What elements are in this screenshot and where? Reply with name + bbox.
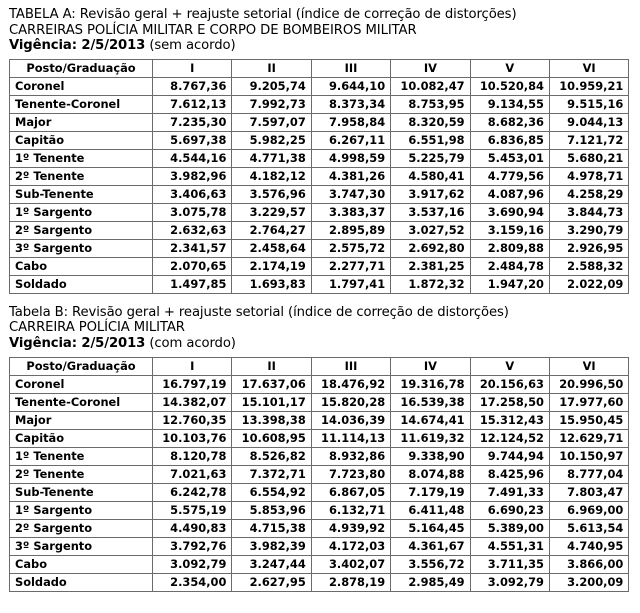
table-row: [10, 393, 629, 411]
salary-cell: 1.497,85: [153, 275, 232, 293]
salary-cell: 2.341,57: [153, 239, 232, 257]
table-b-col-header-vi: VI: [549, 357, 628, 375]
salary-cell: 17.258,50: [470, 393, 549, 411]
salary-cell: 12.629,71: [549, 429, 628, 447]
salary-cell: 12.760,35: [153, 411, 232, 429]
salary-cell: 8.425,96: [470, 465, 549, 483]
rank-cell: 2º Sargento: [10, 519, 153, 537]
salary-cell: 19.316,78: [391, 375, 470, 393]
table-b-col-header-rank: Posto/Graduação: [10, 357, 153, 375]
salary-cell: 6.969,00: [549, 501, 628, 519]
salary-cell: 15.101,17: [232, 393, 311, 411]
table-a-col-header-vi: VI: [549, 59, 628, 77]
table-row: [10, 149, 629, 167]
salary-cell: 2.878,19: [311, 573, 390, 591]
table-row: [10, 239, 629, 257]
salary-cell: 6.551,98: [391, 131, 470, 149]
salary-cell: 2.458,64: [232, 239, 311, 257]
salary-cell: 7.958,84: [311, 113, 390, 131]
salary-cell: 2.985,49: [391, 573, 470, 591]
salary-cell: 17.977,60: [549, 393, 628, 411]
salary-cell: 1.947,20: [470, 275, 549, 293]
rank-cell: 1º Tenente: [10, 149, 153, 167]
table-b-col-header-v: V: [470, 357, 549, 375]
table-row: [10, 167, 629, 185]
salary-cell: 8.932,86: [311, 447, 390, 465]
rank-cell: Coronel: [10, 77, 153, 95]
rank-cell: Capitão: [10, 429, 153, 447]
salary-cell: 8.777,04: [549, 465, 628, 483]
salary-cell: 7.372,71: [232, 465, 311, 483]
salary-cell: 3.537,16: [391, 203, 470, 221]
salary-cell: 4.998,59: [311, 149, 390, 167]
rank-cell: 3º Sargento: [10, 537, 153, 555]
salary-cell: 9.134,55: [470, 95, 549, 113]
table-row: [10, 77, 629, 95]
table-row: [10, 275, 629, 293]
salary-cell: 1.797,41: [311, 275, 390, 293]
salary-cell: 7.121,72: [549, 131, 628, 149]
salary-cell: 7.597,07: [232, 113, 311, 131]
salary-cell: 1.693,83: [232, 275, 311, 293]
salary-cell: 10.082,47: [391, 77, 470, 95]
table-row: [10, 573, 629, 591]
salary-cell: 2.381,25: [391, 257, 470, 275]
table-b-body: [10, 375, 629, 591]
salary-cell: 6.554,92: [232, 483, 311, 501]
salary-cell: 6.411,48: [391, 501, 470, 519]
salary-cell: 14.382,07: [153, 393, 232, 411]
table-a-block: [0, 0, 640, 294]
salary-cell: 3.747,30: [311, 185, 390, 203]
salary-cell: 3.027,52: [391, 221, 470, 239]
table-row: [10, 411, 629, 429]
salary-cell: 4.978,71: [549, 167, 628, 185]
salary-cell: 3.792,76: [153, 537, 232, 555]
salary-cell: 9.515,16: [549, 95, 628, 113]
table-row: [10, 375, 629, 393]
salary-cell: 5.613,54: [549, 519, 628, 537]
salary-cell: 8.753,95: [391, 95, 470, 113]
table-a-col-header-rank: Posto/Graduação: [10, 59, 153, 77]
salary-cell: 6.836,85: [470, 131, 549, 149]
salary-cell: 11.619,32: [391, 429, 470, 447]
table-b-title-line-1: Tabela B: Revisão geral + reajuste setorial (índice de correção de distorções): [9, 304, 509, 320]
salary-cell: 16.539,38: [391, 393, 470, 411]
salary-cell: 15.820,28: [311, 393, 390, 411]
salary-cell: 2.575,72: [311, 239, 390, 257]
salary-cell: 2.926,95: [549, 239, 628, 257]
salary-cell: 20.156,63: [470, 375, 549, 393]
rank-cell: Tenente-Coronel: [10, 393, 153, 411]
table-a-col-header-i: I: [153, 59, 232, 77]
table-a-validity-line: [9, 38, 640, 54]
salary-cell: 5.453,01: [470, 149, 549, 167]
table-row: [10, 483, 629, 501]
rank-cell: Cabo: [10, 555, 153, 573]
salary-cell: 2.692,80: [391, 239, 470, 257]
salary-cell: 7.803,47: [549, 483, 628, 501]
salary-cell: 3.159,16: [470, 221, 549, 239]
rank-cell: Coronel: [10, 375, 153, 393]
salary-cell: 5.575,19: [153, 501, 232, 519]
salary-cell: 8.320,59: [391, 113, 470, 131]
rank-cell: 2º Sargento: [10, 221, 153, 239]
rank-cell: Tenente-Coronel: [10, 95, 153, 113]
salary-cell: 4.779,56: [470, 167, 549, 185]
salary-cell: 4.715,38: [232, 519, 311, 537]
salary-cell: 2.632,63: [153, 221, 232, 239]
table-b-col-header-iii: III: [311, 357, 390, 375]
table-b-title-line-2: CARREIRA POLÍCIA MILITAR: [9, 320, 185, 336]
salary-cell: 8.682,36: [470, 113, 549, 131]
table-row: [10, 465, 629, 483]
table-b-block: [0, 297, 640, 592]
salary-cell: 9.205,74: [232, 77, 311, 95]
salary-cell: 4.580,41: [391, 167, 470, 185]
salary-cell: 4.551,31: [470, 537, 549, 555]
salary-cell: 3.982,96: [153, 167, 232, 185]
salary-cell: 4.939,92: [311, 519, 390, 537]
salary-cell: 7.491,33: [470, 483, 549, 501]
rank-cell: Sub-Tenente: [10, 483, 153, 501]
table-row: [10, 95, 629, 113]
rank-cell: Sub-Tenente: [10, 185, 153, 203]
salary-cell: 3.402,07: [311, 555, 390, 573]
table-a-title-line-2: CARREIRAS POLÍCIA MILITAR E CORPO DE BOMBEIROS MILITAR: [9, 22, 417, 38]
salary-cell: 3.229,57: [232, 203, 311, 221]
salary-cell: 6.267,11: [311, 131, 390, 149]
salary-cell: 18.476,92: [311, 375, 390, 393]
salary-cell: 2.627,95: [232, 573, 311, 591]
table-b-validity-note: (com acordo): [145, 335, 236, 351]
table-a-validity-bold: Vigência: 2/5/2013: [9, 38, 146, 54]
table-a-col-header-iv: IV: [391, 59, 470, 77]
salary-cell: 5.389,00: [470, 519, 549, 537]
salary-cell: 15.312,43: [470, 411, 549, 429]
salary-cell: 8.767,36: [153, 77, 232, 95]
salary-cell: 4.172,03: [311, 537, 390, 555]
salary-cell: 4.361,67: [391, 537, 470, 555]
salary-cell: 14.674,41: [391, 411, 470, 429]
table-a-title-line-1: TABELA A: Revisão geral + reajuste setorial (índice de correção de distorções): [9, 7, 517, 22]
rank-cell: Major: [10, 411, 153, 429]
salary-cell: 4.087,96: [470, 185, 549, 203]
salary-cell: 2.277,71: [311, 257, 390, 275]
salary-cell: 3.866,00: [549, 555, 628, 573]
table-a: [9, 59, 629, 294]
salary-cell: 2.809,88: [470, 239, 549, 257]
salary-cell: 3.383,37: [311, 203, 390, 221]
salary-cell: 17.637,06: [232, 375, 311, 393]
table-a-col-header-v: V: [470, 59, 549, 77]
salary-cell: 1.872,32: [391, 275, 470, 293]
salary-cell: 9.744,94: [470, 447, 549, 465]
salary-cell: 6.867,05: [311, 483, 390, 501]
table-row: [10, 221, 629, 239]
rank-cell: Major: [10, 113, 153, 131]
salary-cell: 3.200,09: [549, 573, 628, 591]
salary-cell: 7.612,13: [153, 95, 232, 113]
salary-cell: 10.959,21: [549, 77, 628, 95]
table-b-validity-bold: Vigência: 2/5/2013: [9, 335, 146, 351]
salary-cell: 2.022,09: [549, 275, 628, 293]
salary-cell: 3.982,39: [232, 537, 311, 555]
salary-cell: 3.711,35: [470, 555, 549, 573]
salary-cell: 6.242,78: [153, 483, 232, 501]
salary-cell: 11.114,13: [311, 429, 390, 447]
salary-cell: 4.381,26: [311, 167, 390, 185]
salary-cell: 3.917,62: [391, 185, 470, 203]
salary-cell: 4.490,83: [153, 519, 232, 537]
table-b-header-row: [10, 357, 629, 375]
table-row: [10, 519, 629, 537]
salary-cell: 6.690,23: [470, 501, 549, 519]
rank-cell: 1º Sargento: [10, 501, 153, 519]
salary-cell: 7.021,63: [153, 465, 232, 483]
salary-cell: 6.132,71: [311, 501, 390, 519]
salary-cell: 3.092,79: [470, 573, 549, 591]
table-a-header-row: [10, 59, 629, 77]
salary-cell: 8.120,78: [153, 447, 232, 465]
salary-cell: 13.398,38: [232, 411, 311, 429]
table-row: [10, 203, 629, 221]
salary-cell: 15.950,45: [549, 411, 628, 429]
table-row: [10, 501, 629, 519]
salary-cell: 5.680,21: [549, 149, 628, 167]
table-a-body: [10, 77, 629, 293]
salary-cell: 9.644,10: [311, 77, 390, 95]
table-b: [9, 357, 629, 592]
salary-cell: 4.544,16: [153, 149, 232, 167]
salary-cell: 16.797,19: [153, 375, 232, 393]
rank-cell: 3º Sargento: [10, 239, 153, 257]
rank-cell: Soldado: [10, 275, 153, 293]
rank-cell: 1º Tenente: [10, 447, 153, 465]
salary-cell: 8.526,82: [232, 447, 311, 465]
salary-cell: 10.103,76: [153, 429, 232, 447]
table-row: [10, 257, 629, 275]
salary-cell: 2.174,19: [232, 257, 311, 275]
salary-cell: 2.070,65: [153, 257, 232, 275]
table-row: [10, 447, 629, 465]
table-a-col-header-iii: III: [311, 59, 390, 77]
table-row: [10, 555, 629, 573]
salary-cell: 5.853,96: [232, 501, 311, 519]
salary-cell: 7.723,80: [311, 465, 390, 483]
salary-cell: 4.771,38: [232, 149, 311, 167]
salary-cell: 8.074,88: [391, 465, 470, 483]
salary-cell: 7.179,19: [391, 483, 470, 501]
table-a-header: [10, 59, 629, 77]
salary-cell: 2.588,32: [549, 257, 628, 275]
table-row: [10, 537, 629, 555]
table-a-col-header-ii: II: [232, 59, 311, 77]
table-b-validity-line: [9, 336, 640, 352]
rank-cell: Soldado: [10, 573, 153, 591]
rank-cell: Capitão: [10, 131, 153, 149]
salary-cell: 10.520,84: [470, 77, 549, 95]
salary-cell: 4.182,12: [232, 167, 311, 185]
table-row: [10, 113, 629, 131]
salary-cell: 5.225,79: [391, 149, 470, 167]
salary-cell: 5.697,38: [153, 131, 232, 149]
salary-cell: 9.338,90: [391, 447, 470, 465]
salary-cell: 10.150,97: [549, 447, 628, 465]
salary-cell: 3.092,79: [153, 555, 232, 573]
salary-cell: 7.992,73: [232, 95, 311, 113]
table-b-col-header-i: I: [153, 357, 232, 375]
salary-cell: 9.044,13: [549, 113, 628, 131]
table-b-header: [10, 357, 629, 375]
table-b-col-header-iv: IV: [391, 357, 470, 375]
rank-cell: Cabo: [10, 257, 153, 275]
salary-cell: 2.484,78: [470, 257, 549, 275]
salary-cell: 10.608,95: [232, 429, 311, 447]
salary-cell: 7.235,30: [153, 113, 232, 131]
salary-cell: 8.373,34: [311, 95, 390, 113]
table-row: [10, 131, 629, 149]
salary-cell: 3.075,78: [153, 203, 232, 221]
salary-cell: 4.258,29: [549, 185, 628, 203]
table-b-col-header-ii: II: [232, 357, 311, 375]
salary-cell: 2.895,89: [311, 221, 390, 239]
salary-cell: 3.556,72: [391, 555, 470, 573]
table-row: [10, 185, 629, 203]
rank-cell: 2º Tenente: [10, 465, 153, 483]
salary-cell: 3.576,96: [232, 185, 311, 203]
salary-cell: 3.290,79: [549, 221, 628, 239]
salary-cell: 3.690,94: [470, 203, 549, 221]
table-a-validity-note: (sem acordo): [145, 38, 236, 54]
salary-cell: 3.247,44: [232, 555, 311, 573]
salary-cell: 12.124,52: [470, 429, 549, 447]
salary-cell: 5.164,45: [391, 519, 470, 537]
salary-cell: 20.996,50: [549, 375, 628, 393]
salary-cell: 2.764,27: [232, 221, 311, 239]
salary-cell: 5.982,25: [232, 131, 311, 149]
rank-cell: 2º Tenente: [10, 167, 153, 185]
rank-cell: 1º Sargento: [10, 203, 153, 221]
salary-cell: 3.844,73: [549, 203, 628, 221]
salary-cell: 4.740,95: [549, 537, 628, 555]
salary-cell: 2.354,00: [153, 573, 232, 591]
salary-cell: 3.406,63: [153, 185, 232, 203]
table-row: [10, 429, 629, 447]
salary-cell: 14.036,39: [311, 411, 390, 429]
